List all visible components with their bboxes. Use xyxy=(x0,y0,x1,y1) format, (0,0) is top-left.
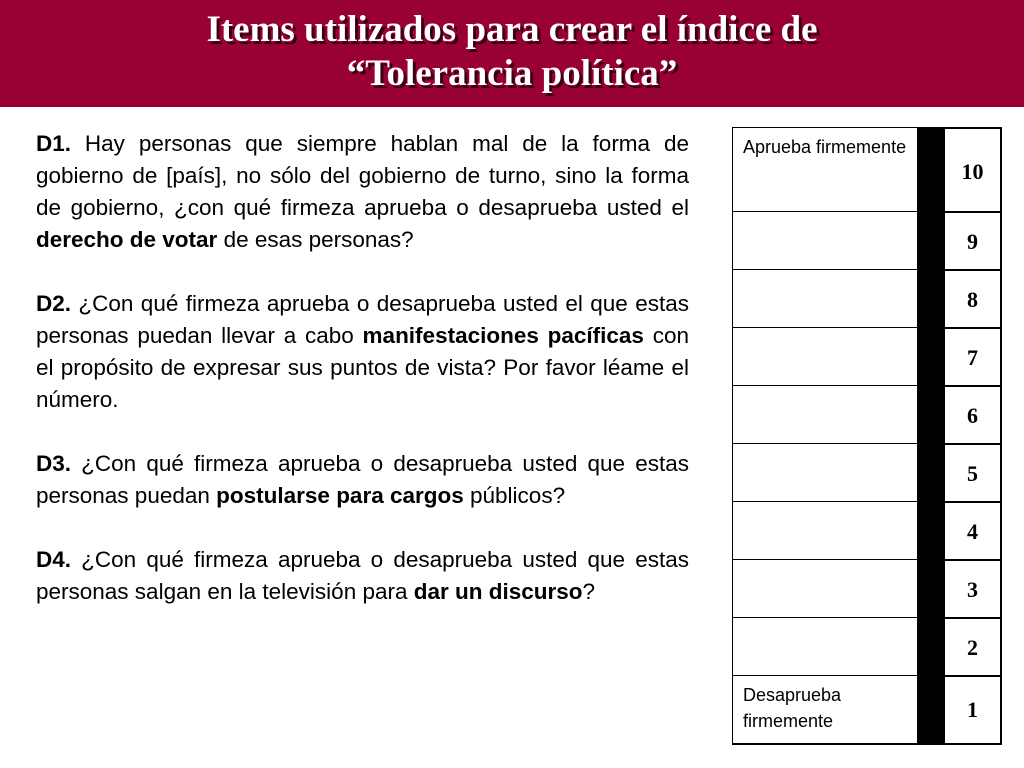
scale-label-empty xyxy=(732,501,917,559)
scale-number-label: 8 xyxy=(967,287,978,312)
response-scale xyxy=(732,127,1002,745)
scale-number-label: 5 xyxy=(967,461,978,486)
question-d1 xyxy=(36,128,689,256)
scale-label-empty xyxy=(732,385,917,443)
scale-number-6 xyxy=(945,385,1002,443)
scale-divider-bar xyxy=(917,127,945,745)
scale-number-label: 3 xyxy=(967,577,978,602)
questions-list xyxy=(36,128,689,608)
question-highlight: manifestaciones pacíficas xyxy=(362,323,644,348)
question-text-end: ? xyxy=(582,579,596,604)
title-line-2: “Tolerancia política” xyxy=(346,53,678,94)
question-d3 xyxy=(36,448,689,512)
question-id: D4. xyxy=(36,547,72,572)
scale-number-label: 9 xyxy=(967,229,978,254)
question-highlight: postularse para cargos xyxy=(216,483,464,508)
question-id: D1. xyxy=(36,131,72,156)
scale-number-1 xyxy=(945,675,1002,745)
question-highlight: dar un discurso xyxy=(413,579,583,604)
scale-number-7 xyxy=(945,327,1002,385)
scale-number-3 xyxy=(945,559,1002,617)
question-text-end: públicos? xyxy=(463,483,566,508)
scale-number-4 xyxy=(945,501,1002,559)
scale-number-9 xyxy=(945,211,1002,269)
scale-number-2 xyxy=(945,617,1002,675)
page-title xyxy=(0,8,1024,96)
question-text: ¿Con qué firmeza aprueba o desaprueba usted que estas personas salgan en la televisión para xyxy=(36,547,689,604)
title-line-1: Items utilizados para crear el índice de xyxy=(206,9,818,50)
scale-label-top: Aprueba firmemente xyxy=(732,127,917,211)
scale-number-8 xyxy=(945,269,1002,327)
scale-number-label: 2 xyxy=(967,635,978,660)
scale-number-5 xyxy=(945,443,1002,501)
question-text-end: con el propósito de expresar sus puntos de vista? Por favor léame el número. xyxy=(36,323,689,412)
scale-label-empty xyxy=(732,211,917,269)
question-d4 xyxy=(36,544,689,608)
question-id: D2. xyxy=(36,291,72,316)
scale-label-bottom: Desaprueba firmemente xyxy=(732,675,917,745)
scale-label-empty xyxy=(732,327,917,385)
scale-number-10 xyxy=(945,127,1002,211)
scale-label-empty xyxy=(732,269,917,327)
question-highlight: derecho de votar xyxy=(36,227,218,252)
question-text: Hay personas que siempre hablan mal de la forma de gobierno de [país], no sólo del gobierno de turno, sino la forma de gobierno, ¿con qué firmeza aprueba o desaprueba usted el xyxy=(36,131,689,220)
question-text: ¿Con qué firmeza aprueba o desaprueba usted el que estas personas puedan llevar a cabo xyxy=(36,291,689,348)
scale-number-label: 7 xyxy=(967,345,978,370)
scale-number-label: 10 xyxy=(961,159,984,184)
scale-number-label: 6 xyxy=(967,403,978,428)
question-text-end: de esas personas? xyxy=(217,227,414,252)
scale-label-empty xyxy=(732,617,917,675)
scale-label-empty xyxy=(732,559,917,617)
question-text: ¿Con qué firmeza aprueba o desaprueba usted que estas personas puedan xyxy=(36,451,689,508)
question-d2 xyxy=(36,288,689,416)
scale-bottom-border xyxy=(732,743,1002,745)
scale-number-label: 1 xyxy=(967,697,978,722)
question-id: D3. xyxy=(36,451,72,476)
scale-number-label: 4 xyxy=(967,519,978,544)
scale-label-empty xyxy=(732,443,917,501)
